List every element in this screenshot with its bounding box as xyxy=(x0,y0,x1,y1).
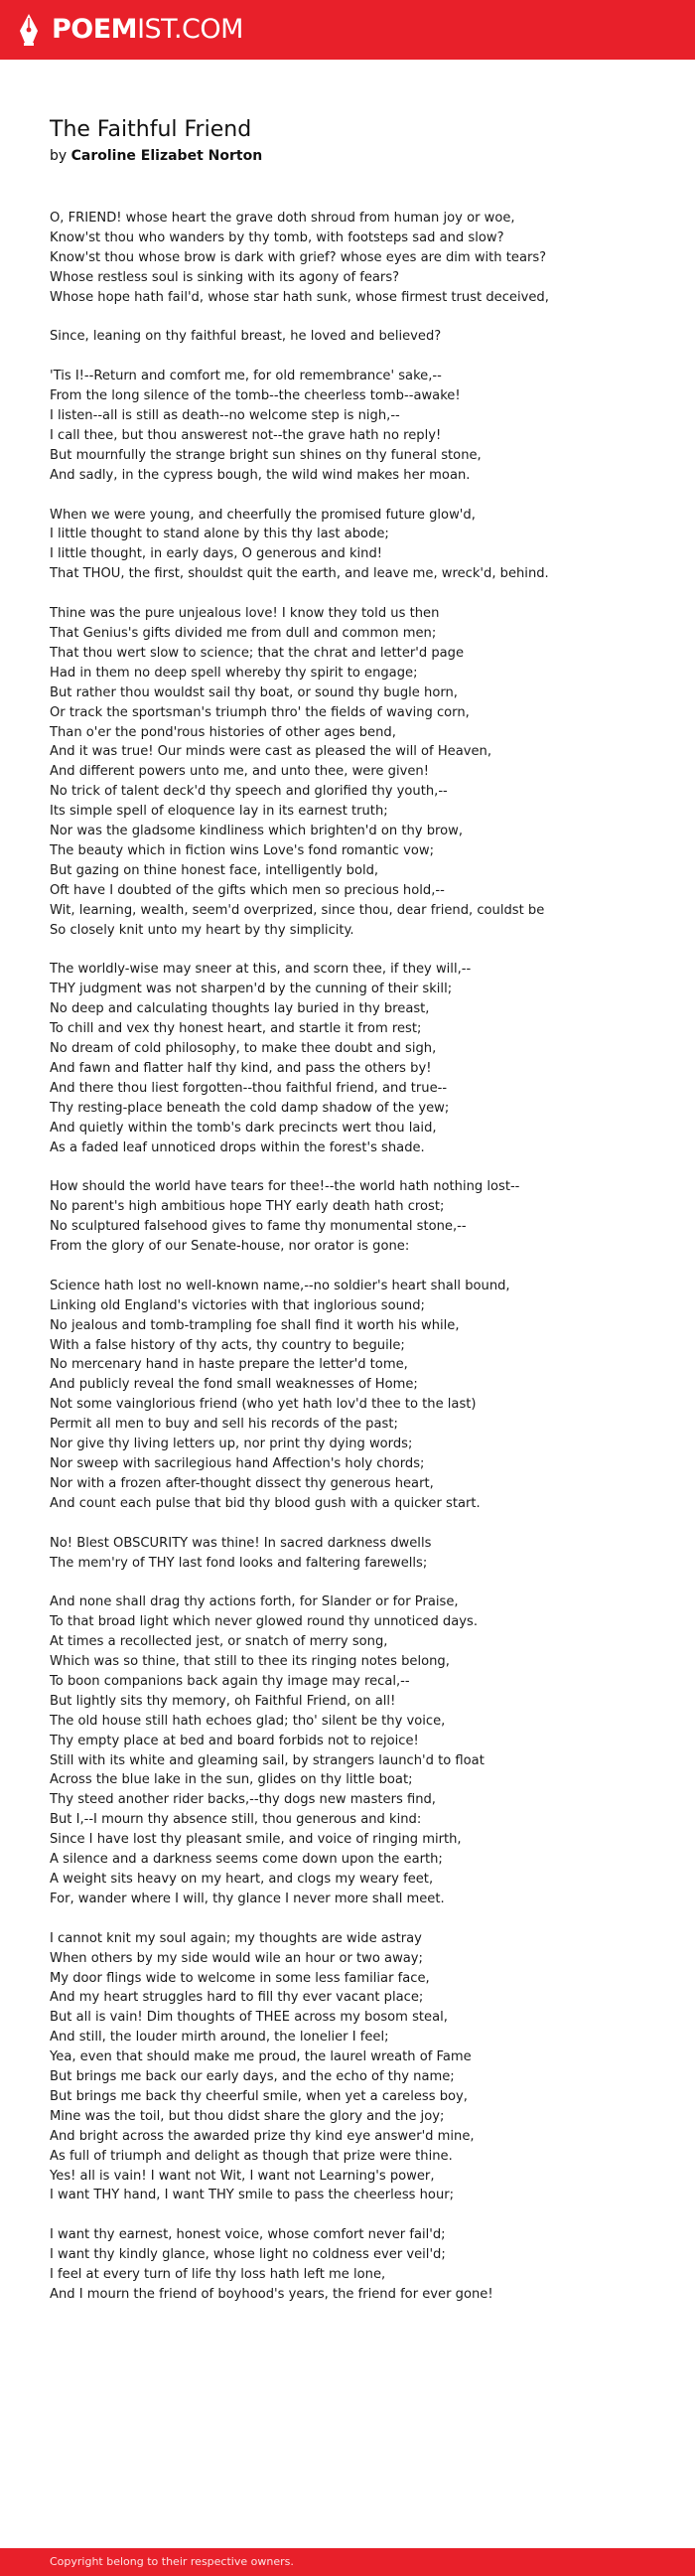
poem-line: For, wander where I will, thy glance I never more shall meet. xyxy=(50,1891,445,1906)
poem-line: No parent's high ambitious hope THY early death hath crost; xyxy=(50,1199,445,1215)
poem-line: And publicly reveal the fond small weaknesses of Home; xyxy=(50,1377,418,1393)
poem-line: So closely knit unto my heart by thy simplicity. xyxy=(50,922,354,938)
poem-line: And count each pulse that bid thy blood gush with a quicker start. xyxy=(50,1495,481,1511)
site-footer xyxy=(0,2548,695,2576)
logo-wordmark-bold: POEM xyxy=(52,14,138,45)
site-header xyxy=(0,0,695,60)
poem-line: And fawn and flatter half thy kind, and pass the others by! xyxy=(50,1060,432,1076)
poem-line: To chill and vex thy honest heart, and startle it from rest; xyxy=(50,1021,422,1037)
poem-line: Thy empty place at bed and board forbids not to rejoice! xyxy=(50,1733,419,1748)
poem-line: I want thy kindly glance, whose light no coldness ever veil'd; xyxy=(50,2247,446,2263)
poem-line: No dream of cold philosophy, to make thee doubt and sigh, xyxy=(50,1040,437,1056)
logo-wordmark xyxy=(52,12,243,48)
poem-line: Nor was the gladsome kindliness which brighten'd on thy brow, xyxy=(50,824,463,839)
poem-line: Since I have lost thy pleasant smile, and voice of ringing mirth, xyxy=(50,1832,462,1848)
poem-line: Across the blue lake in the sun, glides on thy little boat; xyxy=(50,1772,413,1788)
pen-nib-icon xyxy=(18,13,40,47)
poem-line: The old house still hath echoes glad; tho' silent be thy voice, xyxy=(50,1713,446,1729)
poem-line: I feel at every turn of life thy loss hath left me lone, xyxy=(50,2267,386,2283)
poem-line: But brings me back our early days, and the echo of thy name; xyxy=(50,2069,455,2085)
poem-line: Yes! all is vain! I want not Wit, I want not Learning's power, xyxy=(50,2168,435,2184)
poem-line: And different powers unto me, and unto thee, were given! xyxy=(50,764,429,780)
poem-line: Know'st thou who wanders by thy tomb, with footsteps sad and slow? xyxy=(50,229,504,245)
poem-line: Yea, even that should make me proud, the laurel wreath of Fame xyxy=(50,2049,472,2065)
byline xyxy=(50,146,262,166)
poem-line: And sadly, in the cypress bough, the wild wind makes her moan. xyxy=(50,467,471,483)
poem-line: And bright across the awarded prize thy kind eye answer'd mine, xyxy=(50,2128,475,2144)
poem-line: Still with its white and gleaming sail, by strangers launch'd to float xyxy=(50,1752,485,1768)
poem-stanza xyxy=(50,506,576,585)
poem-stanza xyxy=(50,960,576,1157)
poem-line: That thou wert slow to science; that the chrat and letter'd page xyxy=(50,645,465,661)
poem-title: The Faithful Friend xyxy=(50,117,252,142)
poem-line: Science hath lost no well-known name,--no soldier's heart shall bound, xyxy=(50,1278,510,1293)
poem-line: Permit all men to buy and sell his records of the past; xyxy=(50,1417,398,1433)
poem-line: That Genius's gifts divided me from dull and common men; xyxy=(50,625,437,641)
poem-line: Which was so thine, that still to thee its ringing notes belong, xyxy=(50,1654,450,1670)
poem-line: Thy steed another rider backs,--thy dogs new masters find, xyxy=(50,1792,436,1808)
poem-line: Than o'er the pond'rous histories of other ages bend, xyxy=(50,724,396,740)
poem-line: No mercenary hand in haste prepare the letter'd tome, xyxy=(50,1357,408,1373)
poem-line: The worldly-wise may sneer at this, and scorn thee, if they will,-- xyxy=(50,962,472,978)
byline-label: by xyxy=(50,148,68,164)
poem-line: I want THY hand, I want THY smile to pass the cheerless hour; xyxy=(50,2188,455,2203)
site-logo[interactable] xyxy=(18,12,243,48)
poem-line: Since, leaning on thy faithful breast, he loved and believed? xyxy=(50,329,442,345)
poem-line: But lightly sits thy memory, oh Faithful Friend, on all! xyxy=(50,1693,396,1709)
poem-line: The beauty which in fiction wins Love's fond romantic vow; xyxy=(50,842,435,858)
poem-line: And it was true! Our minds were cast as pleased the will of Heaven, xyxy=(50,744,492,760)
poem-stanza xyxy=(50,2225,576,2305)
poem-line: 'Tis I!--Return and comfort me, for old remembrance' sake,-- xyxy=(50,369,442,384)
poem-line: Thine was the pure unjealous love! I know they told us then xyxy=(50,606,440,622)
poem-line: Whose restless soul is sinking with its agony of fears? xyxy=(50,269,400,285)
poem-line: Know'st thou whose brow is dark with grief? whose eyes are dim with tears? xyxy=(50,249,547,265)
poem-stanza xyxy=(50,327,576,347)
poem-stanza xyxy=(50,1277,576,1514)
poem-line: At times a recollected jest, or snatch of merry song, xyxy=(50,1634,388,1650)
poem-line: No! Blest OBSCURITY was thine! In sacred darkness dwells xyxy=(50,1535,432,1551)
poem-line: To boon companions back again thy image may recal,-- xyxy=(50,1673,410,1689)
poem-line: I little thought to stand alone by this thy last abode; xyxy=(50,527,389,542)
poem-line: O, FRIEND! whose heart the grave doth shroud from human joy or woe, xyxy=(50,211,515,226)
poem-stanza xyxy=(50,1929,576,2206)
poem-line: And quietly within the tomb's dark precincts wert thou laid, xyxy=(50,1120,437,1136)
poem-line: I cannot knit my soul again; my thoughts are wide astray xyxy=(50,1930,422,1946)
poem-line: And my heart struggles hard to fill thy ever vacant place; xyxy=(50,1990,424,2006)
poem-line: From the glory of our Senate-house, nor orator is gone: xyxy=(50,1239,410,1255)
poem-line: Had in them no deep spell whereby thy spirit to engage; xyxy=(50,665,418,681)
poem-line: Nor sweep with sacrilegious hand Affection's holy chords; xyxy=(50,1455,425,1471)
poem-line: But all is vain! Dim thoughts of THEE across my bosom steal, xyxy=(50,2010,448,2026)
poem-stanza xyxy=(50,1534,576,1574)
poem-line: With a false history of thy acts, thy country to beguile; xyxy=(50,1337,405,1353)
poem-line: Thy resting-place beneath the cold damp shadow of the yew; xyxy=(50,1100,450,1116)
poem-line: I call thee, but thou answerest not--the grave hath no reply! xyxy=(50,427,442,443)
poem-line: I little thought, in early days, O generous and kind! xyxy=(50,546,383,562)
logo-wordmark-light: IST.COM xyxy=(137,14,243,45)
poem-body xyxy=(50,209,576,2325)
poem-line: Oft have I doubted of the gifts which men so precious hold,-- xyxy=(50,882,445,898)
poem-line: To that broad light which never glowed round thy unnoticed days. xyxy=(50,1614,478,1630)
poem-line: When others by my side would wile an hour or two away; xyxy=(50,1950,423,1966)
poem-line: A weight sits heavy on my heart, and clogs my weary feet, xyxy=(50,1871,434,1887)
poem-line: As a faded leaf unnoticed drops within the forest's shade. xyxy=(50,1139,425,1155)
poem-line: No trick of talent deck'd thy speech and glorified thy youth,-- xyxy=(50,784,448,800)
poem-line: No deep and calculating thoughts lay buried in thy breast, xyxy=(50,1001,430,1017)
poem-line: Whose hope hath fail'd, whose star hath sunk, whose firmest trust deceived, xyxy=(50,289,549,305)
poem-stanza xyxy=(50,1592,576,1909)
poem-line: From the long silence of the tomb--the cheerless tomb--awake! xyxy=(50,388,461,404)
poem-line: The mem'ry of THY last fond looks and faltering farewells; xyxy=(50,1555,428,1571)
copyright-notice: Copyright belong to their respective owners. xyxy=(50,2555,294,2568)
poem-line: As full of triumph and delight as though that prize were thine. xyxy=(50,2148,453,2164)
poem-stanza xyxy=(50,209,576,308)
poem-line: No jealous and tomb-trampling foe shall find it worth his while, xyxy=(50,1317,460,1333)
poem-line: Or track the sportsman's triumph thro' the fields of waving corn, xyxy=(50,704,470,720)
poem-line: But rather thou wouldst sail thy boat, or sound thy bugle horn, xyxy=(50,684,458,700)
poem-line: Mine was the toil, but thou didst share the glory and the joy; xyxy=(50,2108,445,2124)
poem-line: Linking old England's victories with that inglorious sound; xyxy=(50,1297,425,1313)
author-link[interactable]: Caroline Elizabet Norton xyxy=(70,148,263,164)
poem-line: Wit, learning, wealth, seem'd overprized, since thou, dear friend, couldst be xyxy=(50,902,545,918)
poem-line: And there thou liest forgotten--thou faithful friend, and true-- xyxy=(50,1080,448,1096)
poem-line: And I mourn the friend of boyhood's years, the friend for ever gone! xyxy=(50,2286,493,2302)
poem-line: No sculptured falsehood gives to fame thy monumental stone,-- xyxy=(50,1219,467,1235)
poem-line: My door flings wide to welcome in some less familiar face, xyxy=(50,1970,430,1986)
poem-stanza xyxy=(50,604,576,940)
poem-line: THY judgment was not sharpen'd by the cunning of their skill; xyxy=(50,982,453,997)
poem-line: Not some vainglorious friend (who yet hath lov'd thee to the last) xyxy=(50,1397,477,1413)
poem-line: A silence and a darkness seems come down upon the earth; xyxy=(50,1852,443,1868)
poem-line: That THOU, the first, shouldst quit the earth, and leave me, wreck'd, behind. xyxy=(50,566,549,582)
poem-line: Nor give thy living letters up, nor print thy dying words; xyxy=(50,1437,413,1452)
poem-line: I listen--all is still as death--no welcome step is nigh,-- xyxy=(50,408,400,424)
poem-line: But gazing on thine honest face, intelligently bold, xyxy=(50,862,379,878)
poem-line: But brings me back thy cheerful smile, when yet a careless boy, xyxy=(50,2088,468,2104)
poem-stanza xyxy=(50,367,576,485)
poem-line: And still, the louder mirth around, the lonelier I feel; xyxy=(50,2030,389,2046)
poem-line: But I,--I mourn thy absence still, thou generous and kind: xyxy=(50,1812,422,1828)
poem-line: When we were young, and cheerfully the promised future glow'd, xyxy=(50,507,476,523)
poem-line: Nor with a frozen after-thought dissect thy generous heart, xyxy=(50,1475,434,1491)
poem-line: Its simple spell of eloquence lay in its earnest truth; xyxy=(50,804,388,820)
poem-line: I want thy earnest, honest voice, whose comfort never fail'd; xyxy=(50,2227,446,2243)
poem-line: How should the world have tears for thee!--the world hath nothing lost-- xyxy=(50,1179,520,1195)
poem-line: And none shall drag thy actions forth, for Slander or for Praise, xyxy=(50,1594,459,1610)
poem-stanza xyxy=(50,1177,576,1257)
poem-line: But mournfully the strange bright sun shines on thy funeral stone, xyxy=(50,447,482,463)
